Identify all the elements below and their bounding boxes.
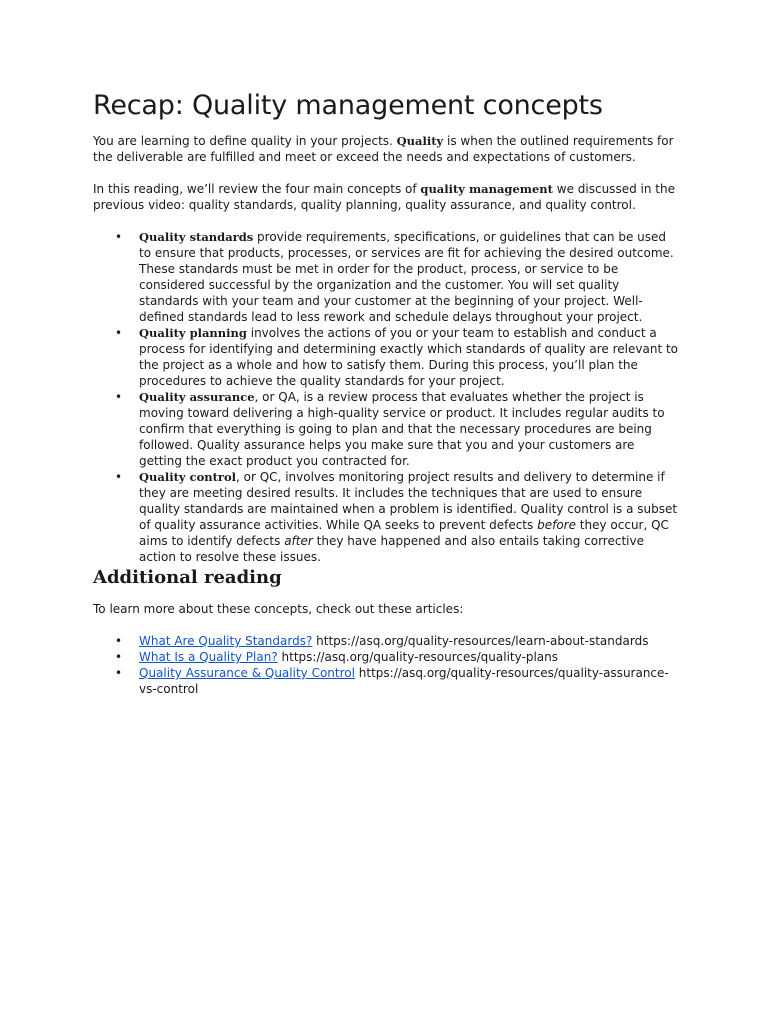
bullet: • xyxy=(115,650,123,664)
link-url-text: https://asq.org/quality-resources/learn-about-standards xyxy=(312,634,649,648)
term-quality-standards: Quality standards xyxy=(139,230,254,244)
bullet: • xyxy=(115,390,123,404)
additional-reading-heading: Additional reading xyxy=(93,567,282,588)
term-quality: Quality xyxy=(396,134,444,148)
intro-1-text-before: You are learning to define quality in your projects. xyxy=(93,134,397,148)
bullet: • xyxy=(115,470,123,484)
intro-paragraph-2 xyxy=(93,181,681,213)
bullet: • xyxy=(115,230,123,244)
link-url-text: https://asq.org/quality-resources/quality-assurance-vs-control xyxy=(139,666,669,696)
concept-text: they have happened and also entails taking corrective action to resolve these issues. xyxy=(139,534,644,564)
list-item xyxy=(93,469,681,565)
concept-text: provide requirements, specifications, or guidelines that can be used to ensure that products, processes, or services are fit for achieving the desired outcome. These standards must be met in order for the product, process, or service to be considered successful by the organization and the customer. You will set quality standards with your team and your customer at the beginning of your project. Well-defined standards lead to less rework and schedule delays throughout your project. xyxy=(139,230,674,324)
bullet: • xyxy=(115,666,123,680)
term-quality-assurance: Quality assurance xyxy=(139,390,255,404)
link-url-text: https://asq.org/quality-resources/quality-plans xyxy=(277,650,559,664)
term-quality-management: quality management xyxy=(420,182,553,196)
list-item xyxy=(93,389,681,469)
concepts-list xyxy=(93,229,681,565)
link-quality-standards[interactable]: What Are Quality Standards? xyxy=(139,634,313,648)
term-quality-planning: Quality planning xyxy=(139,326,247,340)
intro-2-text-after: we discussed in the previous video: quality standards, quality planning, quality assurance, and quality control. xyxy=(93,182,675,212)
link-quality-assurance-control[interactable]: Quality Assurance & Quality Control xyxy=(139,666,355,680)
document-page xyxy=(93,88,681,697)
list-item xyxy=(93,633,681,649)
page-title: Recap: Quality management concepts xyxy=(93,90,603,121)
intro-paragraph-1 xyxy=(93,133,681,165)
list-item xyxy=(93,229,681,325)
list-item xyxy=(93,665,681,697)
list-item xyxy=(93,649,681,665)
additional-reading-intro: To learn more about these concepts, check out these articles: xyxy=(93,602,464,616)
articles-list xyxy=(93,633,681,697)
concept-text: they occur, QC aims to identify defects xyxy=(139,518,669,548)
concept-text: , or QA, is a review process that evaluates whether the project is moving toward delivering a high-quality service or product. It includes regular audits to confirm that everything is going to plan and that the necessary procedures are being followed. Quality assurance helps you make sure that you and your customers are getting the exact product you contracted for. xyxy=(139,390,665,468)
bullet: • xyxy=(115,326,123,340)
list-item xyxy=(93,325,681,389)
bullet: • xyxy=(115,634,123,648)
intro-2-text-before: In this reading, we’ll review the four main concepts of xyxy=(93,182,421,196)
term-quality-control: Quality control xyxy=(139,470,237,484)
concept-text: involves the actions of you or your team to establish and conduct a process for identifying and determining exactly which standards of quality are relevant to the project as a whole and how to satisfy them. During this process, you’ll plan the procedures to achieve the quality standards for your project. xyxy=(139,326,679,388)
link-quality-plan[interactable]: What Is a Quality Plan? xyxy=(139,650,278,664)
emphasis-before: before xyxy=(537,518,576,532)
emphasis-after: after xyxy=(284,534,313,548)
concept-text: , or QC, involves monitoring project results and delivery to determine if they are meeting desired results. It includes the techniques that are used to ensure quality standards are maintained when a problem is identified. Quality control is a subset of quality assurance activities. While QA seeks to prevent defects xyxy=(139,470,678,532)
intro-1-text-after: is when the outlined requirements for the deliverable are fulfilled and meet or exceed the needs and expectations of customers. xyxy=(93,134,674,164)
